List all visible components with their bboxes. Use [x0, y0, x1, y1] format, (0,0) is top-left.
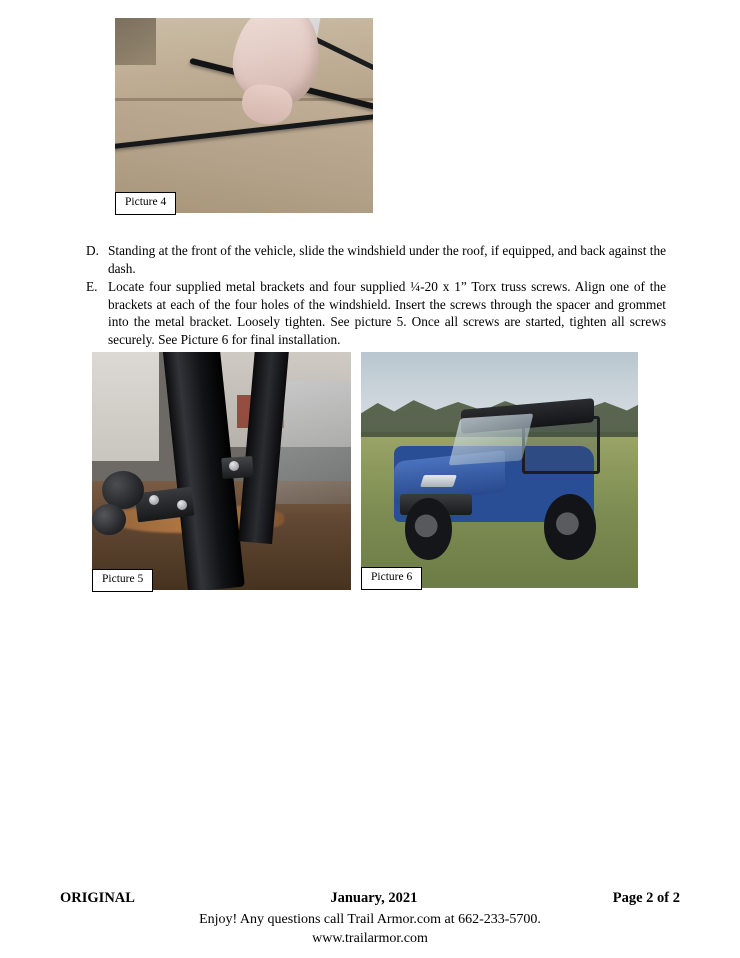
step-letter: E.	[86, 279, 98, 295]
utv-front-wheel	[405, 498, 452, 559]
step-text: Standing at the front of the vehicle, slide the windshield under the roof, if equipped, and back against the dash.	[108, 243, 666, 276]
footer-website-line: www.trailarmor.com	[312, 931, 428, 946]
utv-headlight	[420, 475, 457, 487]
footer-left-label: ORIGINAL	[60, 890, 135, 906]
picture-4-caption: Picture 4	[115, 192, 176, 215]
picture-5-wall-left	[92, 352, 159, 461]
picture-6-caption: Picture 6	[361, 567, 422, 590]
truss-screw-icon	[149, 495, 159, 505]
suspension-knob-secondary	[92, 504, 126, 535]
installed-windshield	[449, 413, 534, 465]
step-letter: D.	[86, 243, 99, 258]
footer-contact-line: Enjoy! Any questions call Trail Armor.com at 662-233-5700.	[199, 912, 541, 927]
utv-rear-wheel	[544, 494, 597, 560]
picture-4-scene	[115, 18, 373, 213]
footer-date-label: January, 2021	[330, 890, 418, 906]
footer-page-number: Page 2 of 2	[612, 890, 680, 906]
list-item	[86, 278, 666, 348]
picture-5-image	[92, 352, 351, 590]
picture-4-image	[115, 18, 373, 213]
instruction-steps	[86, 242, 666, 349]
picture-5-caption: Picture 5	[92, 569, 153, 592]
picture-6-image	[361, 352, 638, 588]
footer-row	[60, 890, 680, 907]
picture-4-shadow-corner	[115, 18, 156, 65]
step-text: Locate four supplied metal brackets and four supplied ¼-20 x 1” Torx truss screws. Align one of the brackets at each of the four holes of the windshield. Insert the screws through the spacer and grommet into the metal bracket. Loosely tighten. See picture 5. Once all screws are started, tighten all screws securely. See Picture 6 for final installation.	[108, 279, 666, 347]
list-item	[86, 242, 666, 277]
